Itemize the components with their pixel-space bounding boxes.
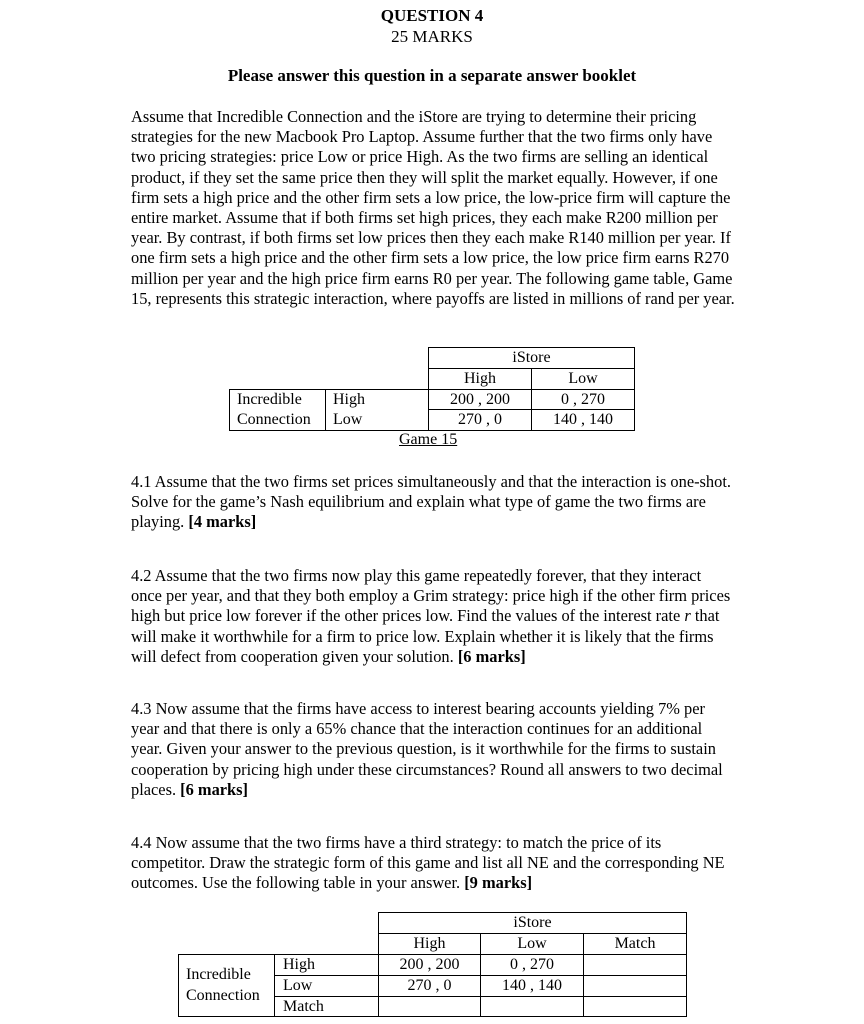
game15-payoff-hl-cell xyxy=(531,389,635,410)
game3-col-player-cell xyxy=(378,912,687,934)
game15-payoff-lh-cell xyxy=(428,409,532,431)
question-4-1 xyxy=(131,472,736,533)
game15-caption: Game 15 xyxy=(399,431,458,448)
game15-payoff-hh-cell xyxy=(428,389,532,410)
game15-row-player-1: Incredible xyxy=(237,391,302,408)
game3-payoff-hl-cell xyxy=(480,954,584,976)
question-4-4-marks: [9 marks] xyxy=(464,873,533,893)
game15-col-low-cell xyxy=(531,368,635,390)
game3-payoff-lh: 270 , 0 xyxy=(407,977,452,994)
game3-payoff-ll: 140 , 140 xyxy=(502,977,562,994)
game3-payoff-mh-cell xyxy=(378,996,481,1017)
game3-col-match: Match xyxy=(614,935,656,952)
game3-row-match: Match xyxy=(283,998,324,1015)
game3-payoff-hh-cell xyxy=(378,954,481,976)
game15-payoff-hl: 0 , 270 xyxy=(561,391,605,408)
game15-row-player-2: Connection xyxy=(237,411,311,428)
instruction: Please answer this question in a separate answer booklet xyxy=(227,66,637,85)
game3-row-player-2: Connection xyxy=(186,987,260,1004)
intro-paragraph: Assume that Incredible Connection and the iStore are trying to determine their pricing strategies for the new Macbook Pro Laptop. Assume further that the two firms only have two pricing strategies: price Low or price High. As the two firms are selling an identical product, if they set the same price then they will split the market equally. However, if one firm sets a high price and the other firm sets a low price, the low-price firm will capture the entire market. Assume that if both firms set high prices, they each make R200 million per year. By contrast, if both firms set low prices then they each make R140 million per year. If one firm sets a high price and the other firm sets a low price, the low price firm earns R270 million per year and the high price firm earns R0 per year. The following game table, Game 15, represents this strategic interaction, where payoffs are listed in millions of rand per year. xyxy=(131,107,735,308)
game3-col-player: iStore xyxy=(513,914,552,931)
game15-col-player-cell xyxy=(428,347,635,369)
game3-payoff-lh-cell xyxy=(378,975,481,997)
game15-payoff-ll-cell xyxy=(531,409,635,431)
game3-col-low: Low xyxy=(517,935,547,952)
game3-payoff-hm-cell xyxy=(583,954,687,976)
game3-row-high-cell xyxy=(274,954,379,976)
game3-payoff-hl: 0 , 270 xyxy=(510,956,554,973)
game3-row-low-cell xyxy=(274,975,379,997)
question-title: QUESTION 4 xyxy=(380,6,484,25)
question-4-3-text: 4.3 Now assume that the firms have access to interest bearing accounts yielding 7% per year and that there is only a 65% chance that the interaction continues for an additional year. Given your answer to the previous question, is it worthwhile for the firms to sustain cooperation by pricing high under these circumstances? Round all answers to two decimal places. xyxy=(131,699,723,799)
question-4-1-marks: [4 marks] xyxy=(188,512,257,532)
game3-payoff-mm-cell xyxy=(583,996,687,1017)
interest-rate-variable: r xyxy=(684,606,691,626)
game3-col-low-cell xyxy=(480,933,584,955)
game3-col-high: High xyxy=(413,935,446,952)
question-4-3 xyxy=(131,699,736,800)
game3-col-high-cell xyxy=(378,933,481,955)
game3-payoff-ll-cell xyxy=(480,975,584,997)
game3-payoff-lm-cell xyxy=(583,975,687,997)
game3-row-match-cell xyxy=(274,996,379,1017)
question-4-2-text-b: that will make it worthwhile for a firm to price low. Explain whether it is likely that the firms will defect from cooperation given your solution. xyxy=(131,606,720,666)
game15-payoff-hh: 200 , 200 xyxy=(450,391,510,408)
question-4-2 xyxy=(131,566,736,667)
game3-row-high: High xyxy=(283,956,315,973)
game15-payoff-ll: 140 , 140 xyxy=(553,411,613,428)
game15-col-high-cell xyxy=(428,368,532,390)
game3-row-low: Low xyxy=(283,977,313,994)
game3-payoff-hh: 200 , 200 xyxy=(399,956,460,973)
game15-row-low: Low xyxy=(333,411,363,428)
question-4-4 xyxy=(131,833,736,894)
game15-col-high: High xyxy=(464,370,496,387)
game3-col-match-cell xyxy=(583,933,687,955)
question-4-1-text: 4.1 Assume that the two firms set prices simultaneously and that the interaction is one-shot. Solve for the game’s Nash equilibrium and explain what type of game the two firms are playing. xyxy=(131,472,731,532)
question-4-3-marks: [6 marks] xyxy=(180,779,248,799)
game15-col-player: iStore xyxy=(512,349,551,366)
game3-row-player-1: Incredible xyxy=(186,966,251,983)
game15-payoff-lh: 270 , 0 xyxy=(458,411,502,428)
game15-row-high: High xyxy=(333,391,365,408)
question-4-4-text: 4.4 Now assume that the two firms have a third strategy: to match the price of its competitor. Draw the strategic form of this game and list all NE and the corresponding NE outcomes. Use the following table in your answer. xyxy=(131,833,725,893)
game15-col-low: Low xyxy=(568,370,598,387)
question-4-2-text-a: 4.2 Assume that the two firms now play this game repeatedly forever, that they interact once per year, and that they both employ a Grim strategy: price high if the other firm prices high but price low forever if the other prices low. Find the values of the interest rate xyxy=(131,566,731,626)
question-4-2-marks: [6 marks] xyxy=(457,646,526,666)
game3-payoff-ml-cell xyxy=(480,996,584,1017)
question-marks: 25 MARKS xyxy=(391,27,473,46)
